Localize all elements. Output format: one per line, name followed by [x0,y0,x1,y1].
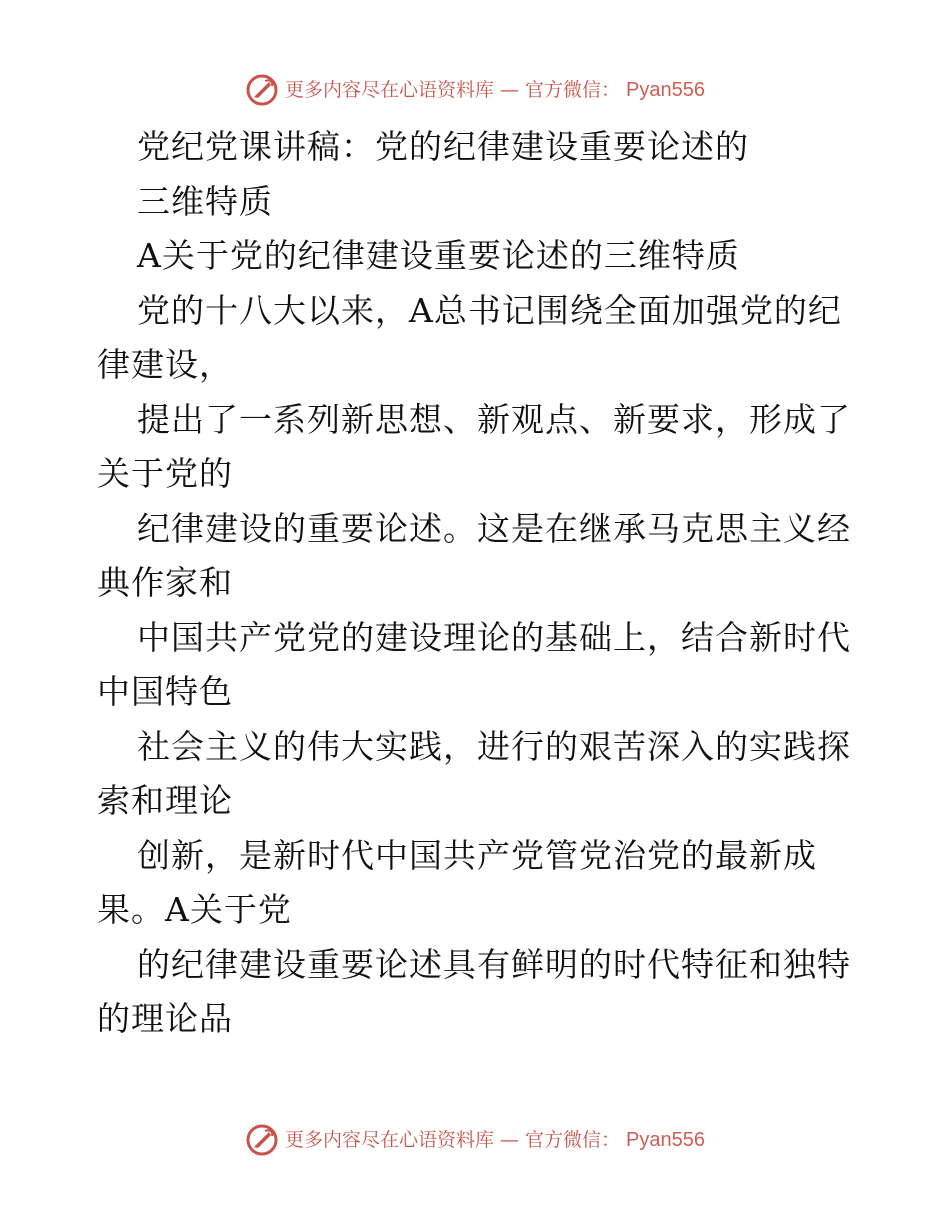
banner-wechat-account: Pyan556 [626,1129,705,1151]
document-body [97,120,857,1047]
banner-main-text: 更多内容尽在心语资料库 [285,1128,495,1151]
text-line: 创新，是新时代中国共产党管党治党的最新成 [137,835,817,875]
text-line: 社会主义的伟大实践，进行的艰苦深入的实践探 [137,726,851,766]
banner-main-text: 更多内容尽在心语资料库 [285,78,495,101]
text-line: 中国共产党党的建设理论的基础上，结合新时代 [137,617,851,657]
banner-wechat-account: Pyan556 [626,79,705,101]
text-line: 党的十八大以来，A总书记围绕全面加强党的纪 [137,290,842,330]
text-line: 三维特质 [137,181,273,221]
banner-wechat-label: 官方微信： [525,1128,621,1151]
text-line: 关于党的 [97,454,233,493]
text-line: 典作家和 [97,563,233,602]
footer-watermark-banner [0,1120,950,1160]
text-line: 的纪律建设重要论述具有鲜明的时代特征和独特 [137,944,851,984]
text-line: 果。A关于党 [97,890,292,929]
feather-pen-logo-icon [245,1123,279,1157]
text-line: 党纪党课讲稿：党的纪律建设重要论述的 [137,127,749,166]
banner-dash: — [500,78,520,101]
text-line: 的理论品 [97,999,233,1038]
header-watermark-banner [0,70,950,110]
text-line: A关于党的纪律建设重要论述的三维特质 [137,236,740,275]
text-line: 提出了一系列新思想、新观点、新要求，形成了 [137,399,851,439]
banner-wechat-label: 官方微信： [525,78,621,101]
feather-pen-logo-icon [245,73,279,107]
text-line: 纪律建设的重要论述。这是在继承马克思主义经 [137,508,851,548]
text-line: 索和理论 [97,781,233,820]
banner-dash: — [500,1128,520,1151]
text-line: 中国特色 [97,672,233,711]
text-line: 律建设， [97,345,233,384]
